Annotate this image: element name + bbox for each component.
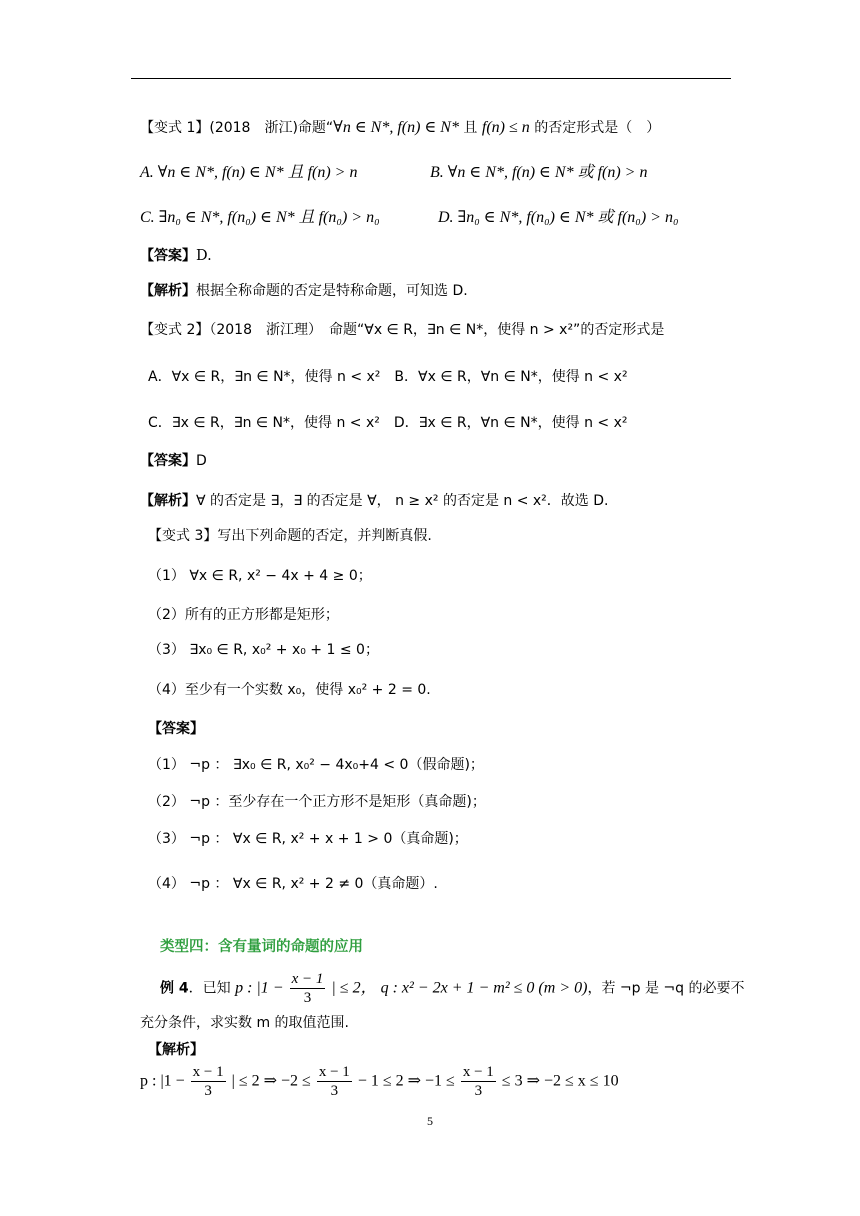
variant3-item: （4）至少有一个实数 x₀，使得 x₀² + 2 = 0.: [148, 682, 431, 698]
variant1-option-d: D. ∃n₀ ∈ N*, f(n₀) ∈ N* 或 f(n₀) > n₀: [438, 209, 679, 226]
variant3-stem: 【变式 3】写出下列命题的否定，并判断真假.: [148, 528, 432, 544]
variant2-options-cd: C．∃x ∈ R，∃n ∈ N*，使得 n < x² D．∃x ∈ R，∀n ∈ N*，使得 n < x²: [148, 415, 628, 431]
variant3-answer: （1） ¬p ： ∃x₀ ∈ R, x₀² − 4x₀+4 < 0（假命题)；: [148, 757, 484, 773]
fraction: $\frac{x - 1}{3}$: [192, 1064, 224, 1099]
variant2-stem: 【变式 2】（2018 浙江理） 命题“∀x ∈ R，∃n ∈ N*，使得 n > x²”的否定形式是: [140, 322, 665, 338]
variant1-option-c: C. ∃n₀ ∈ N*, f(n₀) ∈ N* 且 f(n₀) > n₀: [140, 209, 380, 226]
example4-line2: 充分条件，求实数 m 的取值范围.: [140, 1015, 349, 1031]
variant3-item: （3） ∃x₀ ∈ R, x₀² + x₀ + 1 ≤ 0；: [148, 642, 379, 658]
variant1-option-b: B. ∀n ∈ N*, f(n) ∈ N* 或 f(n) > n: [430, 164, 648, 181]
page-number: 5: [427, 1114, 433, 1128]
variant2-options-ab: A．∀x ∈ R，∃n ∈ N*，使得 n < x² B．∀x ∈ R，∀n ∈ N*，使得 n < x²: [148, 369, 628, 385]
variant3-item: （1） ∀x ∈ R, x² − 4x + 4 ≥ 0；: [148, 568, 372, 584]
example4-line1: 例 4．已知 p : |1 − $\frac{x - 1}{3}$ | ≤ 2， q : x² − 2x + 1 − m² ≤ 0 (m > 0)，若 ¬p 是 ¬q 的必要不: [160, 971, 745, 1006]
fraction: $\frac{x - 1}{3}$: [318, 1064, 350, 1099]
variant3-item: （2）所有的正方形都是矩形；: [148, 607, 339, 623]
header-rule: [131, 78, 731, 79]
fraction: $\frac{x - 1}{3}$: [291, 971, 324, 1006]
example4-analysis-label: 【解析】: [148, 1042, 204, 1058]
variant1-stem: 【变式 1】(2018 浙江)命题“∀n ∈ N*, f(n) ∈ N* 且 f(n) ≤ n 的否定形式是（ ）: [140, 119, 661, 136]
variant1-option-a: A. ∀n ∈ N*, f(n) ∈ N* 且 f(n) > n: [140, 164, 358, 181]
variant1-analysis: 【解析】根据全称命题的否定是特称命题，可知选 D.: [140, 283, 468, 299]
variant2-answer: 【答案】D: [140, 453, 207, 469]
variant3-answer: （4） ¬p ： ∀x ∈ R, x² + 2 ≠ 0（真命题）.: [148, 876, 438, 892]
section-heading: 类型四：含有量词的命题的应用: [160, 939, 363, 955]
variant3-answer-label: 【答案】: [148, 721, 204, 737]
fraction: $\frac{x - 1}{3}$: [462, 1064, 494, 1099]
variant3-answer: （3） ¬p ： ∀x ∈ R, x² + x + 1 > 0（真命题)；: [148, 831, 468, 847]
variant2-analysis: 【解析】∀ 的否定是 ∃，∃ 的否定是 ∀， n ≥ x² 的否定是 n < x²．故选 D.: [140, 493, 609, 509]
variant3-answer: （2） ¬p ：至少存在一个正方形不是矩形（真命题)；: [148, 794, 486, 810]
example4-solution: p : |1 − $\frac{x - 1}{3}$ | ≤ 2 ⇒ −2 ≤ $\frac{x - 1}{3}$ − 1 ≤ 2 ⇒ −1 ≤ $\frac{x - 1}{3}$ ≤ 3 ⇒ −2 ≤ x ≤ 10: [140, 1064, 619, 1099]
variant1-answer: 【答案】D.: [140, 248, 212, 264]
